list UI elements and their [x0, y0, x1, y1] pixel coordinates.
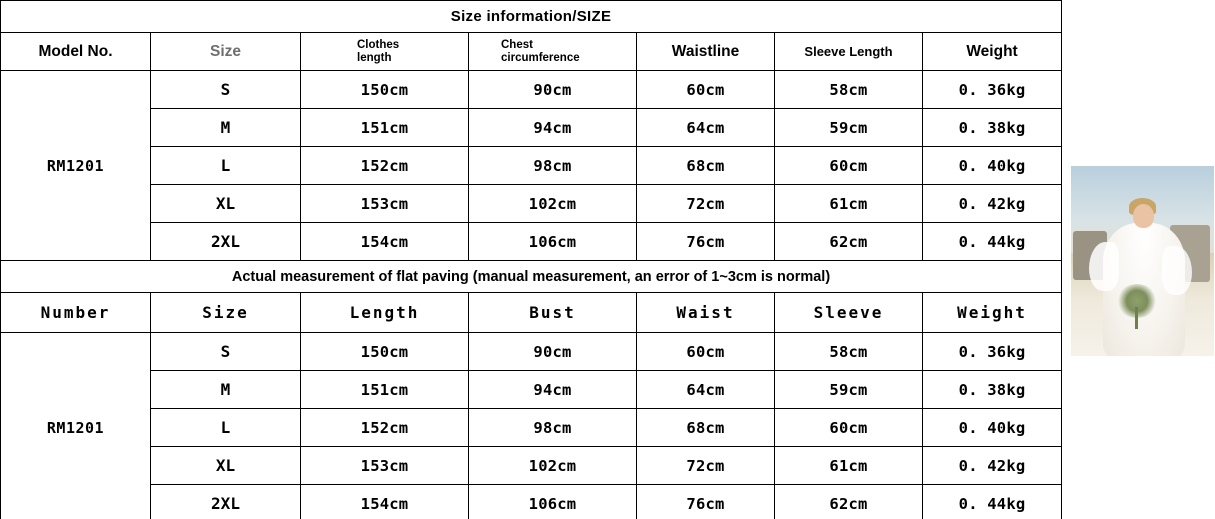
table-row [1, 185, 1062, 223]
table-title-row [1, 1, 1062, 33]
header-waist: Waist [637, 293, 775, 333]
sleeve-cell: 60cm [775, 147, 923, 185]
header-size: Size [151, 33, 301, 71]
chest-cell: 102cm [469, 185, 637, 223]
length-cell: 154cm [301, 485, 469, 519]
header-chest-line1: Chest [501, 38, 533, 51]
length-cell: 151cm [301, 371, 469, 409]
waistline-cell: 68cm [637, 147, 775, 185]
clothes-length-cell: 152cm [301, 147, 469, 185]
header-number: Number [1, 293, 151, 333]
header-clothes-length-line1: Clothes [357, 38, 400, 51]
header-chest-circumference [469, 33, 637, 71]
waistline-cell: 76cm [637, 223, 775, 261]
size-cell: S [151, 333, 301, 371]
table-row [1, 333, 1062, 371]
table-row [1, 485, 1062, 519]
header-sleeve-length: Sleeve Length [775, 33, 923, 71]
header-length: Length [301, 293, 469, 333]
table-row [1, 409, 1062, 447]
photo-bouquet-stem [1135, 307, 1138, 329]
size-cell: M [151, 371, 301, 409]
weight-cell: 0. 42kg [923, 185, 1062, 223]
table-row [1, 223, 1062, 261]
weight-cell: 0. 42kg [923, 447, 1062, 485]
product-photo [1071, 166, 1214, 356]
size-cell: XL [151, 447, 301, 485]
table-row [1, 371, 1062, 409]
header-clothes-length-line2: length [357, 51, 392, 64]
bust-cell: 102cm [469, 447, 637, 485]
waist-cell: 76cm [637, 485, 775, 519]
measurement-note-row [1, 261, 1062, 293]
size-cell: L [151, 147, 301, 185]
measurement-note: Actual measurement of flat paving (manual measurement, an error of 1~3cm is normal) [1, 261, 1062, 293]
sleeve-cell: 58cm [775, 71, 923, 109]
header-waistline: Waistline [637, 33, 775, 71]
header-size-2: Size [151, 293, 301, 333]
weight-cell: 0. 40kg [923, 147, 1062, 185]
weight-cell: 0. 38kg [923, 371, 1062, 409]
model-number-cell-2: RM1201 [1, 333, 151, 519]
waist-cell: 72cm [637, 447, 775, 485]
length-cell: 153cm [301, 447, 469, 485]
sleeve-cell: 59cm [775, 371, 923, 409]
size-cell: S [151, 71, 301, 109]
size-cell: M [151, 109, 301, 147]
sleeve-cell: 58cm [775, 333, 923, 371]
waist-cell: 68cm [637, 409, 775, 447]
table-row [1, 109, 1062, 147]
sleeve-cell: 61cm [775, 185, 923, 223]
waistline-cell: 72cm [637, 185, 775, 223]
sleeve-cell: 61cm [775, 447, 923, 485]
waist-cell: 60cm [637, 333, 775, 371]
header-chest-line2: circumference [501, 51, 580, 64]
size-information-title: Size information/SIZE [1, 1, 1062, 33]
sleeve-cell: 60cm [775, 409, 923, 447]
header-clothes-length [301, 33, 469, 71]
weight-cell: 0. 40kg [923, 409, 1062, 447]
weight-cell: 0. 44kg [923, 223, 1062, 261]
chest-cell: 98cm [469, 147, 637, 185]
size-cell: 2XL [151, 223, 301, 261]
header-weight-2: Weight [923, 293, 1062, 333]
table-row [1, 447, 1062, 485]
clothes-length-cell: 154cm [301, 223, 469, 261]
clothes-length-cell: 150cm [301, 71, 469, 109]
waistline-cell: 64cm [637, 109, 775, 147]
sleeve-cell: 59cm [775, 109, 923, 147]
flat-paving-header-row [1, 293, 1062, 333]
chest-cell: 106cm [469, 223, 637, 261]
photo-head [1133, 204, 1154, 228]
length-cell: 152cm [301, 409, 469, 447]
weight-cell: 0. 36kg [923, 333, 1062, 371]
photo-sleeve-left [1089, 242, 1119, 291]
bust-cell: 90cm [469, 333, 637, 371]
chest-cell: 90cm [469, 71, 637, 109]
chest-cell: 94cm [469, 109, 637, 147]
waistline-cell: 60cm [637, 71, 775, 109]
clothes-length-cell: 153cm [301, 185, 469, 223]
sleeve-cell: 62cm [775, 223, 923, 261]
clothes-length-cell: 151cm [301, 109, 469, 147]
size-cell: L [151, 409, 301, 447]
bust-cell: 94cm [469, 371, 637, 409]
header-model-no: Model No. [1, 33, 151, 71]
weight-cell: 0. 36kg [923, 71, 1062, 109]
table-row [1, 71, 1062, 109]
length-cell: 150cm [301, 333, 469, 371]
size-cell: XL [151, 185, 301, 223]
header-bust: Bust [469, 293, 637, 333]
bust-cell: 98cm [469, 409, 637, 447]
weight-cell: 0. 38kg [923, 109, 1062, 147]
weight-cell: 0. 44kg [923, 485, 1062, 519]
model-number-cell: RM1201 [1, 71, 151, 261]
waist-cell: 64cm [637, 371, 775, 409]
header-weight: Weight [923, 33, 1062, 71]
size-cell: 2XL [151, 485, 301, 519]
size-information-header-row [1, 33, 1062, 71]
bust-cell: 106cm [469, 485, 637, 519]
sleeve-cell: 62cm [775, 485, 923, 519]
table-row [1, 147, 1062, 185]
header-sleeve: Sleeve [775, 293, 923, 333]
